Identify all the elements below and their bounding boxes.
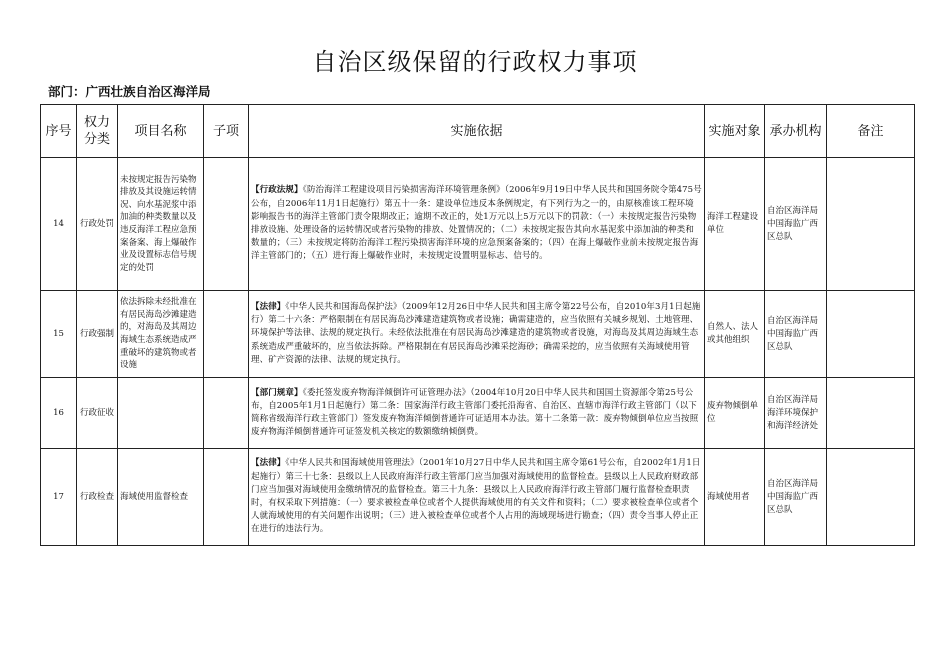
cell-category: 行政检查: [77, 449, 118, 546]
cell-agency: 自治区海洋局海洋环境保护和海洋经济处: [765, 378, 827, 449]
table-row: [41, 378, 915, 449]
cell-seq: 16: [41, 378, 77, 449]
cell-agency: 自治区海洋局中国海监广西区总队: [765, 291, 827, 378]
basis-type-tag: 【法律】: [251, 301, 286, 312]
cell-remarks: [827, 291, 915, 378]
cell-target: 海洋工程建设单位: [705, 158, 765, 291]
cell-target: 废弃物倾倒单位: [705, 378, 765, 449]
cell-category: 行政处罚: [77, 158, 118, 291]
basis-type-tag: 【部门规章】: [251, 387, 303, 398]
cell-category: 行政征收: [77, 378, 118, 449]
cell-category: 行政强制: [77, 291, 118, 378]
cell-seq: 14: [41, 158, 77, 291]
basis-type-tag: 【法律】: [251, 458, 286, 469]
basis-text: 《中华人民共和国海域使用管理法》（2001年10月27日中华人民共和国主席令第61号公布，自2002年1月1日起施行）第三十七条：县级以上人民政府海洋行政主管部门应当加强对海域使用的监督检查。县级以上人民政府财政部门应当加强对海域使用金缴纳情况的监督检查。第三十九条：县级以上人民政府海洋行政主管部门履行监督检查职责时，有权采取下列措施：（一）要求被检查单位或者个人提供海域使用的有关文件和资料；（二）要求被检查单位或者个人就海域使用的有关问题作出说明；（三）进入被检查单位或者个人占用的海域现场进行勘查；（四）责令当事人停止正在进行的违法行为。: [251, 458, 701, 535]
basis-text: 《中华人民共和国海岛保护法》（2009年12月26日中华人民共和国主席令第22号公布，自2010年3月1日起施行）第二十六条：严格限制在有居民海岛沙滩建造建筑物或者设施；确需建造的，应当依照有关城乡规划、土地管理、环境保护等法律、法规的规定执行。未经依法批准在有居民海岛沙滩建造的建筑物或者设施，对海岛及其周边海域生态系统造成严重破坏的，应当依法拆除。严格限制在有居民海岛沙滩采挖海砂；确需采挖的，应当依照有关海域使用管理、矿产资源的法律、法规的规定执行。: [251, 301, 701, 365]
basis-text: 《委托签发废弃物海洋倾倒许可证管理办法》（2004年10月20日中华人民共和国国土资源部令第25号公布，自2005年1月1日起施行）第二条：国家海洋行政主管部门委托沿海省、自治区、直辖市海洋行政主管部门（以下简称省级海洋行政主管部门）签发废弃物海洋倾倒普通许可证适用本办法。第十二条第一款：废弃物倾倒单位应当按照废弃物海洋倾倒普通许可证签发机关核定的数额缴纳倾倒费。: [251, 387, 699, 438]
cell-sub-item: [204, 158, 249, 291]
cell-remarks: [827, 449, 915, 546]
cell-basis: [249, 158, 705, 291]
cell-sub-item: [204, 291, 249, 378]
department-label: 部门：广西壮族自治区海洋局: [48, 84, 211, 99]
cell-basis: [249, 449, 705, 546]
header-seq: 序号: [41, 105, 77, 158]
cell-item-name: 海域使用监督检查: [118, 449, 204, 546]
cell-agency: 自治区海洋局中国海监广西区总队: [765, 449, 827, 546]
cell-remarks: [827, 378, 915, 449]
table-row: [41, 449, 915, 546]
power-items-table: [40, 104, 915, 546]
header-item-name: 项目名称: [118, 105, 204, 158]
cell-seq: 15: [41, 291, 77, 378]
header-category: 权力分类: [77, 105, 118, 158]
cell-item-name: 未按规定报告污染物排放及其设施运转情况、向水基泥浆中添加油的种类数量以及违反海洋工程应急预案备案、海上爆破作业及设置标志信号规定的处罚: [118, 158, 204, 291]
table-row: [41, 291, 915, 378]
cell-sub-item: [204, 378, 249, 449]
cell-sub-item: [204, 449, 249, 546]
header-agency: 承办机构: [765, 105, 827, 158]
cell-basis: [249, 291, 705, 378]
cell-basis: [249, 378, 705, 449]
table-row: [41, 158, 915, 291]
cell-item-name: 依法拆除未经批准在有居民海岛沙滩建造的，对海岛及其周边海域生态系统造成严重破坏的建筑物或者设施: [118, 291, 204, 378]
header-target: 实施对象: [705, 105, 765, 158]
cell-item-name: [118, 378, 204, 449]
cell-agency: 自治区海洋局中国海监广西区总队: [765, 158, 827, 291]
header-sub-item: 子项: [204, 105, 249, 158]
cell-seq: 17: [41, 449, 77, 546]
cell-target: 海域使用者: [705, 449, 765, 546]
table-header-row: [41, 105, 915, 158]
basis-type-tag: 【行政法规】: [251, 185, 303, 196]
cell-target: 自然人、法人或其他组织: [705, 291, 765, 378]
cell-remarks: [827, 158, 915, 291]
page-title: 自治区级保留的行政权力事项: [312, 48, 638, 76]
header-remarks: 备注: [827, 105, 915, 158]
header-basis: 实施依据: [249, 105, 705, 158]
basis-text: 《防治海洋工程建设项目污染损害海洋环境管理条例》（2006年9月19日中华人民共和国国务院令第475号公布，自2006年11月1日起施行）第五十一条：建设单位违反本条例规定，有下列行为之一的，由原核准该工程环境影响报告书的海洋主管部门责令限期改正；逾期不改正的，处1万元以上5万元以下的罚款：（一）未按规定报告污染物排放设施、处理设备的运转情况或者污染物的排放、处置情况的；（二）未按规定报告其向水基泥浆中添加油的种类和数量的；（三）未按规定将防治海洋工程污染损害海洋环境的应急预案备案的；（四）在海上爆破作业前未按规定报告海洋主管部门的；（五）进行海上爆破作业时，未按规定设置明显标志、信号的。: [251, 185, 702, 262]
